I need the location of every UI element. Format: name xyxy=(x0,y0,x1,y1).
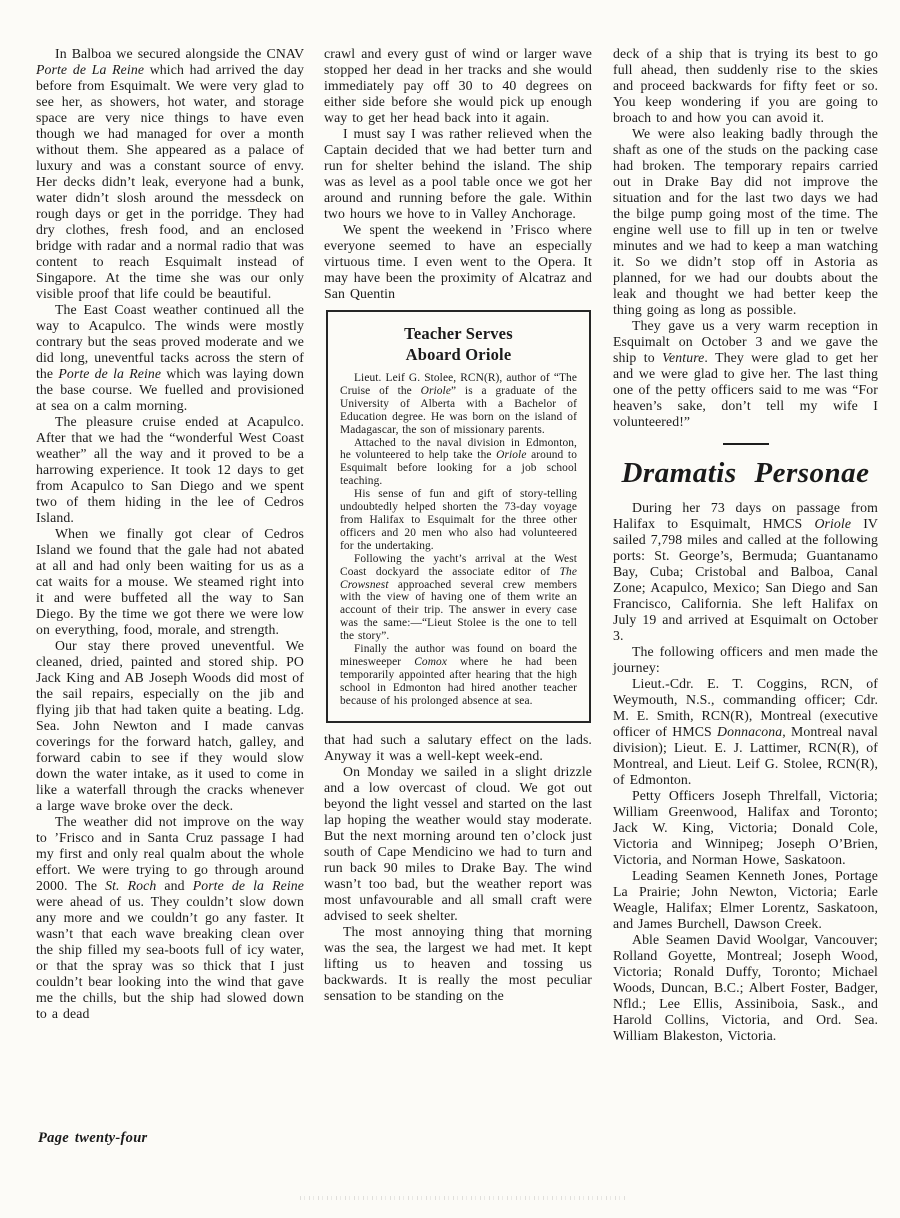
paragraph: We were also leaking badly through the shaft as one of the studs on the packing case had broken. The temporary repairs carried out in Drake Bay did not improve the situation and for the last two days we had the bilge pump going most of the time. The engine well use to fill up in ten or twelve minutes and we had to keep a man watching it. So we didn’t stop off in Astoria as planned, for we had our doubts about the leak and thought we had better keep the thing going as long as possible. xyxy=(613,126,878,317)
box-title-line-1: Teacher Serves xyxy=(404,324,513,343)
box-title xyxy=(340,323,577,365)
teacher-serves-box xyxy=(326,310,591,723)
paragraph: Petty Officers Joseph Threlfall, Victoria; William Greenwood, Halifax and Toronto; Jack W. King, Victoria; Donald Cole, Victoria and Winnipeg; Joseph O’Brien, Victoria, and Norman Howe, Saskatoon. xyxy=(613,788,878,867)
text-column-3 xyxy=(613,46,878,1044)
dramatis-personae-heading: Dramatis Personae xyxy=(621,457,870,489)
box-paragraph: His sense of fun and gift of story-telling undoubtedly helped shorten the 73-day voyage from Halifax to Esquimalt for the three other officers and 20 men who also had volunteered for the undertaking. xyxy=(340,488,577,552)
paragraph: The weather did not improve on the way to ’Frisco and in Santa Cruz passage I had my first and only real qualm about the whole effort. We were trying to go through around 2000. The St. Roch and Porte de la Reine were ahead of us. They couldn’t slow down any more and we couldn’t go any faster. It wasn’t that each wave breaking clean over the ship filled my sea-boots full of icy water, or that the spray was so thick that I just couldn’t bear looking into the wind that gave me the chills, but the ship had slowed down to a dead xyxy=(36,814,304,1021)
box-paragraph: Finally the author was found on board the minesweeper Comox where he had been temporarily appointed after hearing that the high school in Edmonton had hired another teacher because of his prolonged absence at sea. xyxy=(340,643,577,707)
paragraph: In Balboa we secured alongside the CNAV Porte de La Reine which had arrived the day before from Esquimalt. We were very glad to see her, as showers, hot water, and storage space are very nice things to have even though we had managed for over a month without them. She appeared as a palace of luxury and was a constant source of envy. Her decks didn’t leak, everyone had a bunk, water didn’t slosh around the messdeck on rough days or get in the porridge. They had dry clothes, fresh food, and an enclosed bridge with radar and a normal radio that was content to reach Esquimalt instead of Singapore. At the time she was our only visible proof that life could be beautiful. xyxy=(36,46,304,301)
paragraph: During her 73 days on passage from Halifax to Esquimalt, HMCS Oriole IV sailed 7,798 miles and called at the following ports: St. George’s, Bermuda; Guantanamo Bay, Cuba; Cristobal and Balboa, Canal Zone; Acapulco, Mexico; San Diego and San Francisco, California. She left Halifax on July 19 and arrived at Esquimalt on October 3. xyxy=(613,500,878,643)
paragraph: I must say I was rather relieved when the Captain decided that we had better turn and run for shelter behind the island. The ship was as level as a pool table once we got her around and running before the gale. Within two hours we hove to in Valley Anchorage. xyxy=(324,126,592,221)
paragraph: When we finally got clear of Cedros Island we found that the gale had not abated at all and had only been waiting for us as a cat waits for a mouse. We steamed right into it and were buffeted all the way to San Diego. By the time we got there we were low on everything, food, morale, and strength. xyxy=(36,526,304,637)
paragraph: Able Seamen David Woolgar, Vancouver; Rolland Goyette, Montreal; Joseph Wood, Victoria; Ronald Duffy, Toronto; Michael Woods, Duncan, B.C.; Albert Foster, Badger, Nfld.; Lee Ellis, Assiniboia, Sask., and Harold Collins, Victoria, and Ord. Sea. William Blakeston, Victoria. xyxy=(613,932,878,1043)
paragraph: The East Coast weather continued all the way to Acapulco. The winds were mostly contrary but the seas proved moderate and we did long, uneventful tacks across the stern of the Porte de la Reine which was laying down the base course. We fuelled and provisioned at sea on a calm morning. xyxy=(36,302,304,413)
paragraph: We spent the weekend in ’Frisco where everyone seemed to have an especially virtuous time. I even went to the Opera. It may have been the proximity of Alcatraz and San Quentin xyxy=(324,222,592,301)
page-number: Page twenty-four xyxy=(38,1130,148,1146)
paragraph: Lieut.-Cdr. E. T. Coggins, RCN, of Weymouth, N.S., commanding officer; Cdr. M. E. Smith, RCN(R), Montreal (executive officer of HMCS Donnacona, Montreal naval division); Lieut. E. J. Lattimer, RCN(R), of Montreal, and Lieut. Leif G. Stolee, RCN(R), of Edmonton. xyxy=(613,676,878,787)
paragraph: The pleasure cruise ended at Acapulco. After that we had the “wonderful West Coast weather” all the way and it proved to be a harrowing experience. It took 12 days to get from Acapulco to San Diego and we spent two of them hiding in the lee of Cedros Island. xyxy=(36,414,304,525)
paragraph: The following officers and men made the journey: xyxy=(613,644,878,675)
box-paragraph: Attached to the naval division in Edmonton, he volunteered to help take the Oriole around to Esquimalt before looking for a job school teaching. xyxy=(340,436,577,488)
paragraph: Our stay there proved uneventful. We cleaned, dried, painted and stored ship. PO Jack King and AB Joseph Woods did most of the sail repairs, especially on the jib and flying jib that had taken quite a beating. Ldg. Sea. John Newton and I made canvas coverings for the forward hatch, galley, and forward cabin to see if they would slow down the water intake, as it used to come in like a waterfall through the cracks whenever a large wave broke over the deck. xyxy=(36,638,304,813)
paragraph: deck of a ship that is trying its best to go full ahead, then suddenly rise to the skies and proceed backwards for fifty feet or so. You keep wondering if you are going to broach to and how you can avoid it. xyxy=(613,46,878,125)
text-column-1 xyxy=(36,46,304,1022)
scan-smudge xyxy=(300,1196,625,1200)
paragraph: Leading Seamen Kenneth Jones, Portage La Prairie; John Newton, Victoria; Earle Weagle, Halifax; Elmer Lorentz, Saskatoon, and James Burchell, Dawson Creek. xyxy=(613,868,878,931)
text-column-2 xyxy=(324,46,592,1004)
paragraph: The most annoying thing that morning was the sea, the largest we had met. It kept lifting us to heaven and tossing us backwards. It is really the most peculiar sensation to be standing on the xyxy=(324,923,592,1003)
box-title-line-2: Aboard Oriole xyxy=(405,345,512,364)
paragraph: They gave us a very warm reception in Esquimalt on October 3 and we gave the ship to Venture. They were glad to get her and we were glad to give her. The last thing one of the petty officers said to me was “For heaven’s sake, don’t tell my wife I volunteered!” xyxy=(613,318,878,429)
box-paragraph: Following the yacht’s arrival at the West Coast dockyard the associate editor of The Crowsnest approached several crew members with the view of having one of them write an account of their trip. The answer in every case was the same:—“Lieut Stolee is the one to tell the story”. xyxy=(340,552,577,643)
section-divider xyxy=(723,443,769,445)
paragraph: crawl and every gust of wind or larger wave stopped her dead in her tracks and she would immediately pay off 30 to 40 degrees on either side before she would pick up enough way to get her head back into it again. xyxy=(324,46,592,125)
paragraph: On Monday we sailed in a slight drizzle and a low overcast of cloud. We got out beyond the light vessel and started on the last lap hoping the weather would stay moderate. But the next morning around ten o’clock just south of Cape Mendicino we had to turn and run back 90 miles to Drake Bay. The wind wasn’t too bad, but the weather report was most unfavourable and all small craft were advised to seek shelter. xyxy=(324,763,592,923)
paragraph: that had such a salutary effect on the lads. Anyway it was a well-kept week-end. xyxy=(324,731,592,763)
box-paragraph: Lieut. Leif G. Stolee, RCN(R), author of “The Cruise of the Oriole” is a graduate of the University of Alberta with a Bachelor of Education degree. He was born on the island of Madagascar, the son of missionary parents. xyxy=(340,372,577,436)
